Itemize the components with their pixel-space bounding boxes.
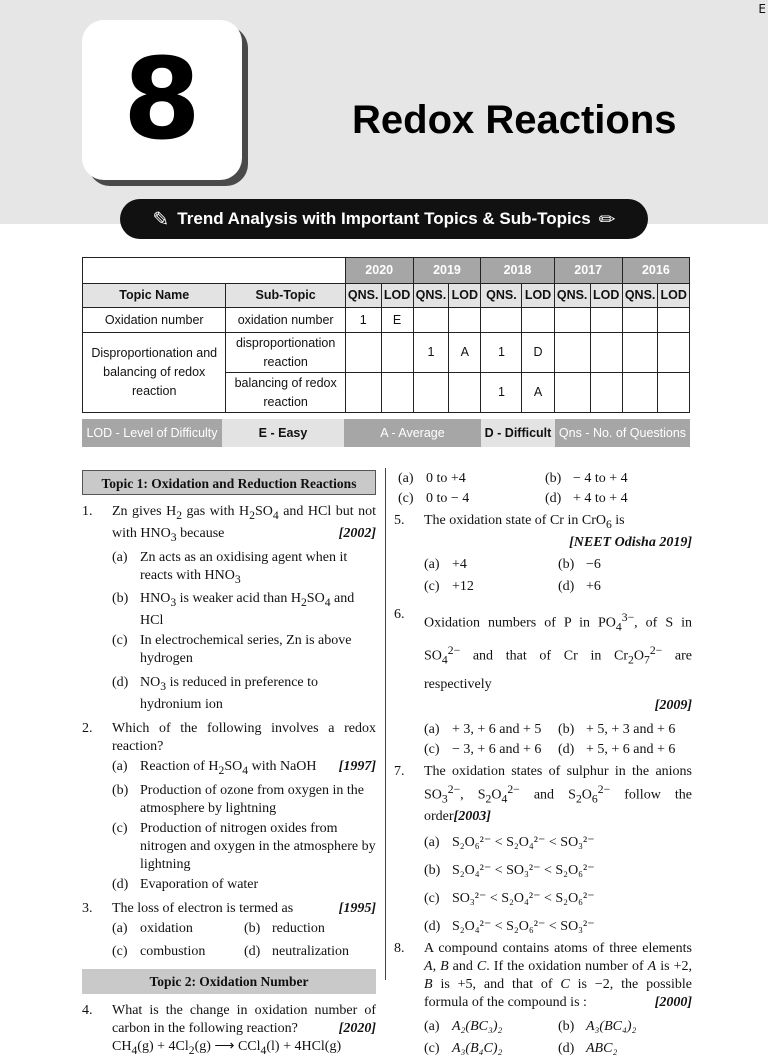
question-number: 5. xyxy=(394,513,405,528)
question-year: [2002] xyxy=(338,525,376,541)
option-label: (a) xyxy=(398,471,414,486)
data-cell xyxy=(658,333,690,373)
data-cell xyxy=(622,333,658,373)
data-cell xyxy=(622,308,658,333)
option-text: Production of nitrogen oxides from nitrogen and oxygen in the atmosphere by lightning xyxy=(140,820,376,872)
eq-part: (g) + 4Cl xyxy=(137,1038,189,1054)
lod-header: LOD xyxy=(449,284,481,308)
option-text: A₃(BC₄)₂ xyxy=(586,1019,637,1035)
legend-lod: LOD - Level of Difficulty xyxy=(82,419,222,447)
question-year: [2000] xyxy=(654,995,692,1011)
option-label: (a) xyxy=(112,758,128,774)
question-text: Which of the following involves a redox reaction? xyxy=(112,720,376,754)
q-text-part: The oxidation state of Cr in CrO xyxy=(424,513,606,528)
chapter-number-box xyxy=(82,20,242,180)
year-2020: 2020 xyxy=(345,258,413,284)
option-row xyxy=(424,741,692,759)
option-label: (b) xyxy=(424,863,441,879)
option-label: (c) xyxy=(112,633,128,649)
option-label: (b) xyxy=(558,556,575,572)
reaction-equation: $CH_4(g) + 4Cl_2(g)$ ⟶ CCl$_4$(l) + 4HCl(g) xyxy=(112,1038,342,1057)
question-number: 3. xyxy=(82,900,93,916)
q-text-part: The loss of electron is termed as xyxy=(112,900,294,916)
q-text-part: C xyxy=(476,959,487,975)
option xyxy=(112,876,376,894)
option-text: Evaporation of water xyxy=(140,876,259,892)
question-text xyxy=(424,940,692,1012)
data-cell xyxy=(590,373,622,413)
q-text-part: because xyxy=(176,525,225,541)
question-number: 6. xyxy=(394,606,405,622)
data-cell xyxy=(481,308,522,333)
option-row xyxy=(112,920,376,938)
question-year: [2009] xyxy=(654,697,692,713)
option-text: S₂O₄²⁻ < SO₃²⁻ < S₂O₆²⁻ xyxy=(452,863,595,879)
question-number: 4. xyxy=(82,1002,93,1018)
option-text: − 3, + 6 and + 6 xyxy=(452,741,542,757)
option xyxy=(545,470,692,488)
option-text: 0 to +4 xyxy=(426,471,466,486)
option-text-part: Zn acts as an oxidising agent when it reacts with HNO xyxy=(140,549,348,583)
topic-name-header: Topic Name xyxy=(83,284,226,308)
qns-header: QNS. xyxy=(413,284,449,308)
question-text: The oxidation state of Cr in CrO$_6$ is xyxy=(424,513,625,531)
table-row xyxy=(83,333,690,373)
pencil-icon: ✎ xyxy=(152,207,170,231)
option-label: (d) xyxy=(558,578,575,594)
data-cell xyxy=(622,373,658,413)
option-label: (d) xyxy=(424,919,441,935)
option xyxy=(398,490,545,508)
question-8 xyxy=(394,940,692,1012)
q-text-part: A xyxy=(424,959,433,975)
q-text-part: What is the change in oxidation number of carbon in the following reaction? xyxy=(112,1002,376,1036)
option-row xyxy=(424,1018,692,1036)
q-text-part: O xyxy=(491,787,502,803)
data-cell xyxy=(590,333,622,373)
legend-difficult: D - Difficult xyxy=(481,419,555,447)
q-text-part: is +5, and that of xyxy=(432,977,561,993)
data-cell: D xyxy=(522,333,554,373)
option xyxy=(112,632,376,668)
option-label: (b) xyxy=(112,591,129,607)
data-cell xyxy=(658,308,690,333)
q-text-part: follow the order xyxy=(424,787,693,825)
option xyxy=(244,920,376,938)
question-year: [2003] xyxy=(453,809,491,825)
option-label: (b) xyxy=(112,782,129,798)
year-2019: 2019 xyxy=(413,258,481,284)
year-2016: 2016 xyxy=(622,258,689,284)
eq-part: (l) + 4HCl(g) xyxy=(266,1038,342,1054)
option-text-part: SO xyxy=(224,758,243,774)
data-cell xyxy=(554,373,590,413)
option xyxy=(112,943,244,961)
option-text: + 3, + 6 and + 5 xyxy=(452,721,542,737)
option xyxy=(112,820,376,874)
q-text-part: and xyxy=(448,959,477,975)
q-text-part: The oxidation states of sulphur in the anions SO xyxy=(424,763,692,803)
option-label: (c) xyxy=(424,891,440,907)
option-text-part: and HCl xyxy=(140,591,355,629)
question-text: Oxidation numbers of P in $PO_4^{3-}$, of S in $SO_4^{2-}$ and that of Cr in $Cr_2O_7^{2-}$ are respectively xyxy=(424,610,692,692)
data-cell: A xyxy=(522,373,554,413)
option xyxy=(112,920,244,938)
question-year: [1995] xyxy=(338,900,376,916)
q-text-part: A xyxy=(647,959,657,975)
option xyxy=(424,556,558,574)
q-text-part: are respectively xyxy=(424,648,692,692)
question-text xyxy=(112,1002,376,1060)
option-label: (d) xyxy=(244,943,261,959)
option-label: (c) xyxy=(112,820,128,836)
option-label: (a) xyxy=(424,721,440,737)
option-label: (c) xyxy=(424,578,440,594)
option-text: A₃(B₄C)₂ xyxy=(452,1041,503,1057)
option-text: SO₃²⁻ < S₂O₄²⁻ < S₂O₆²⁻ xyxy=(452,891,595,907)
question-7 xyxy=(394,763,692,826)
data-cell: 1 xyxy=(481,333,522,373)
question-5 xyxy=(394,512,692,534)
q-text-part: is −2, the possible formula of the compound is : xyxy=(424,977,692,1011)
q-text-part: , xyxy=(432,959,441,975)
q-text-part: B xyxy=(440,959,449,975)
option-label: (d) xyxy=(545,491,562,506)
option xyxy=(244,943,376,961)
q-text-part: and that of Cr in Cr xyxy=(460,648,629,664)
option xyxy=(424,918,692,936)
q-text-part: SO xyxy=(254,504,273,519)
option-text: + 5, + 3 and + 6 xyxy=(586,721,676,737)
option xyxy=(424,834,692,852)
question-year: [NEET Odisha 2019] xyxy=(569,534,692,550)
chapter-title: Redox Reactions xyxy=(352,98,677,142)
question-number: 2. xyxy=(82,720,93,736)
legend-easy: E - Easy xyxy=(222,419,344,447)
option-label: (b) xyxy=(244,920,261,936)
q-text-part: and S xyxy=(519,787,576,803)
option-row xyxy=(424,1040,692,1058)
option-text: 0 to − 4 xyxy=(426,491,470,506)
topic-name-cell: Disproportionation and balancing of redox reaction xyxy=(83,333,226,413)
option xyxy=(545,490,692,508)
option-row xyxy=(424,578,692,596)
option xyxy=(558,741,692,759)
option-label: (b) xyxy=(545,471,562,486)
option-text: +6 xyxy=(586,578,601,594)
data-cell: 1 xyxy=(345,308,381,333)
option-text-part: with NaOH xyxy=(248,758,317,774)
option-text: In electrochemical series, Zn is above hydrogen xyxy=(140,633,352,667)
option-text-part: HNO xyxy=(140,591,171,607)
option-label: (a) xyxy=(424,556,440,572)
question-text: The oxidation states of sulphur in the anions $SO_3^{2-}$, $S_2O_4^{2-}$ and $S_2O_6^{2-}$ follow the order[2003] xyxy=(424,763,693,825)
option-label: (d) xyxy=(112,876,129,892)
option-label: (a) xyxy=(112,549,128,565)
data-cell xyxy=(381,333,413,373)
left-column xyxy=(82,468,376,1060)
option-label: (a) xyxy=(424,1019,440,1035)
data-cell xyxy=(345,373,381,413)
option-label: (d) xyxy=(558,1041,575,1057)
year-header-row xyxy=(83,258,690,284)
option-text: $NO_3$ is reduced in preference to hydronium ion xyxy=(140,675,319,712)
question-text: Zn gives $H_2$ gas with $H_2SO_4$ and HCl but not with $HNO_3$ because [2002] xyxy=(112,504,376,544)
q-text-part: and HCl but not with HNO xyxy=(112,504,376,541)
q-text-part: Zn gives H xyxy=(112,504,177,519)
question-number: 7. xyxy=(394,763,405,779)
data-cell xyxy=(449,373,481,413)
data-cell: A xyxy=(449,333,481,373)
data-cell xyxy=(413,373,449,413)
option xyxy=(112,674,376,714)
data-cell xyxy=(345,333,381,373)
q-text-part: , S xyxy=(460,787,486,803)
option xyxy=(558,1018,692,1036)
option xyxy=(424,741,558,759)
option xyxy=(558,721,692,739)
option-row xyxy=(398,490,692,508)
option xyxy=(424,1040,558,1058)
q-text-part: , of S in SO xyxy=(424,615,692,664)
option xyxy=(424,862,692,880)
legend-average: A - Average xyxy=(344,419,481,447)
q-text-part: . If the oxidation number of xyxy=(486,959,648,975)
qns-header: QNS. xyxy=(481,284,522,308)
question-text xyxy=(112,900,376,918)
option-text: +12 xyxy=(452,578,474,594)
option-label: (a) xyxy=(424,835,440,851)
difficulty-legend xyxy=(82,419,690,447)
option xyxy=(398,470,545,488)
topic-1-heading: Topic 1: Oxidation and Reduction Reactions xyxy=(82,470,376,495)
data-cell: 1 xyxy=(413,333,449,373)
option-label: (b) xyxy=(558,721,575,737)
question-6 xyxy=(394,606,692,697)
option-text: Reaction of $H_2SO_4$ with NaOH [1997] xyxy=(140,758,376,777)
sub-topic-cell: disproportionation reaction xyxy=(226,333,345,373)
option-text: − 4 to + 4 xyxy=(573,471,628,486)
option-text: oxidation xyxy=(140,920,193,936)
option-text: neutralization xyxy=(272,943,349,959)
option-label: (c) xyxy=(112,943,128,959)
eq-part: (g) ⟶ CCl xyxy=(194,1038,261,1054)
q-text-part: A compound contains atoms of three elements xyxy=(424,941,692,957)
option-text-part: is weaker acid than H xyxy=(179,591,301,607)
trend-analysis-table xyxy=(82,257,690,413)
q-text-part: is xyxy=(611,513,625,528)
option-label: (a) xyxy=(112,920,128,936)
option-text: ABC₂ xyxy=(586,1041,618,1057)
option xyxy=(424,578,558,596)
lod-header: LOD xyxy=(590,284,622,308)
data-cell: 1 xyxy=(481,373,522,413)
option-text-part: Reaction of H xyxy=(140,758,219,774)
option xyxy=(424,1018,558,1036)
table-row xyxy=(83,308,690,333)
option-text: S₂O₆²⁻ < S₂O₄²⁻ < SO₃²⁻ xyxy=(452,835,595,851)
option-text: + 4 to + 4 xyxy=(573,491,628,506)
option xyxy=(558,578,692,596)
question-4 xyxy=(82,1002,376,1060)
banner-label: Trend Analysis with Important Topics & Sub-Topics xyxy=(177,209,591,228)
data-cell xyxy=(381,373,413,413)
option xyxy=(558,556,692,574)
data-cell xyxy=(554,333,590,373)
option-text: S₂O₄²⁻ < S₂O₆²⁻ < SO₃²⁻ xyxy=(452,919,595,935)
lod-header: LOD xyxy=(658,284,690,308)
option-text-part: is reduced in preference to hydronium ion xyxy=(140,675,319,712)
option-text: Zn acts as an oxidising agent when it reacts with $HNO_3$ xyxy=(140,549,348,586)
topic-name-cell: Oxidation number xyxy=(83,308,226,333)
year-2018: 2018 xyxy=(481,258,554,284)
option-label: (b) xyxy=(558,1019,575,1035)
option-row xyxy=(424,721,692,739)
lod-header: LOD xyxy=(381,284,413,308)
qns-header: QNS. xyxy=(554,284,590,308)
q-text-part: C xyxy=(560,977,570,993)
option xyxy=(424,890,692,908)
corner-mark: E xyxy=(758,2,766,16)
option-text: A₂(BC₃)₂ xyxy=(452,1019,503,1035)
question-year: [2020] xyxy=(338,1020,376,1036)
q-text-part: O xyxy=(633,648,644,664)
data-cell xyxy=(522,308,554,333)
sub-topic-cell: oxidation number xyxy=(226,308,345,333)
trend-analysis-banner xyxy=(120,199,648,239)
option-text-part: NO xyxy=(140,675,161,691)
option-label: (d) xyxy=(112,675,129,691)
column-header-row xyxy=(83,284,690,308)
q-text-part: gas with H xyxy=(182,504,250,519)
option-text: $HNO_3$ is weaker acid than $H_2SO_4$ and HCl xyxy=(140,591,355,629)
option xyxy=(112,758,376,780)
option xyxy=(424,721,558,739)
year-2017: 2017 xyxy=(554,258,622,284)
question-number: 1. xyxy=(82,504,93,519)
legend-qns: Qns - No. of Questions xyxy=(555,419,690,447)
q-text-part: Oxidation numbers of P in PO xyxy=(424,615,616,631)
qns-header: QNS. xyxy=(345,284,381,308)
lod-header: LOD xyxy=(522,284,554,308)
chapter-number: 8 xyxy=(123,35,201,165)
question-3 xyxy=(82,900,376,918)
qns-header: QNS. xyxy=(622,284,658,308)
data-cell xyxy=(449,308,481,333)
option xyxy=(112,782,376,818)
option-row xyxy=(398,470,692,488)
sub-topic-header: Sub-Topic xyxy=(226,284,345,308)
right-column xyxy=(394,468,692,1058)
option-label: (c) xyxy=(424,1041,440,1057)
option xyxy=(112,590,376,630)
pencil-icon: ✏ xyxy=(598,207,616,231)
eq-part: CH xyxy=(112,1038,132,1054)
option xyxy=(558,1040,692,1058)
option-label: (c) xyxy=(424,741,440,757)
data-cell xyxy=(590,308,622,333)
question-year: [1997] xyxy=(338,758,376,774)
option-row xyxy=(424,556,692,574)
data-cell xyxy=(658,373,690,413)
option-text: reduction xyxy=(272,920,325,936)
option-text: Production of ozone from oxygen in the atmosphere by lightning xyxy=(140,782,364,816)
question-number: 8. xyxy=(394,941,405,957)
q-text-part: B xyxy=(424,977,433,993)
column-divider xyxy=(385,468,386,980)
data-cell xyxy=(554,308,590,333)
data-cell xyxy=(413,308,449,333)
option-label: (d) xyxy=(558,741,575,757)
option-text: +4 xyxy=(452,556,467,572)
option-label: (c) xyxy=(398,491,414,506)
option-text: −6 xyxy=(586,556,601,572)
blank-header-cell xyxy=(83,258,346,284)
q-text-part: O xyxy=(581,787,592,803)
option-row xyxy=(112,943,376,961)
q-text-part: is +2, xyxy=(656,959,693,975)
sub-topic-cell: balancing of redox reaction xyxy=(226,373,345,413)
option-text: combustion xyxy=(140,943,206,959)
question-1 xyxy=(82,503,376,547)
question-2 xyxy=(82,720,376,756)
topic-2-heading: Topic 2: Oxidation Number xyxy=(82,969,376,994)
option-text: + 5, + 6 and + 6 xyxy=(586,741,676,757)
option xyxy=(112,549,376,589)
data-cell: E xyxy=(381,308,413,333)
